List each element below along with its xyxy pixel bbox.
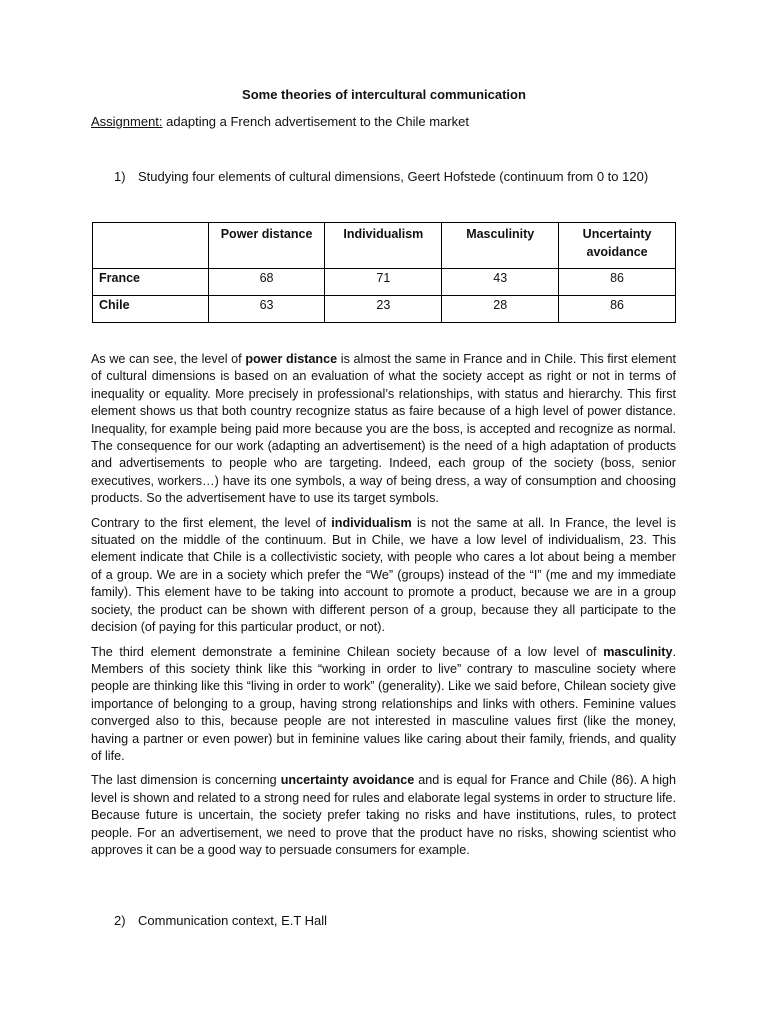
paragraph-keyword: masculinity bbox=[603, 644, 673, 659]
paragraph-uncertainty-avoidance bbox=[91, 772, 676, 859]
table-value-cell: 43 bbox=[442, 269, 559, 296]
paragraph-keyword: uncertainty avoidance bbox=[280, 773, 415, 788]
table-value-cell: 68 bbox=[208, 269, 325, 296]
table-row bbox=[93, 296, 676, 323]
paragraph-keyword: individualism bbox=[331, 515, 412, 530]
table-header-cell: Power distance bbox=[208, 223, 325, 269]
paragraph-power-distance bbox=[91, 351, 676, 508]
table-header-row bbox=[93, 223, 676, 269]
section-title: Communication context, E.T Hall bbox=[138, 913, 328, 928]
paragraph-text: . Members of this society think like this “working in order to live” contrary to masculine society where people are thinking like this “living in order to work” (generality). Like we said before, Chilean society give importance of belonging to a group, having strong relationships and links with others. Feminine values converged also to this, because people are not interested in masculine values first (like the money, having a partner or even power) but in feminine values like caring about their family, friends, and quality of life. bbox=[91, 644, 676, 763]
assignment-label: Assignment: bbox=[91, 114, 163, 129]
table-country-cell: France bbox=[93, 269, 209, 296]
body-text bbox=[91, 351, 676, 866]
table-country-cell: Chile bbox=[93, 296, 209, 323]
paragraph-text: is almost the same in France and in Chile. This first element of cultural dimensions is based on an evaluation of what the society accept as right or not in terms of inequality or equality. More precisely in professional’s relationships, with status and hierarchy. This first element shows us that both country recognize status as faire because of a high level of power distance. Inequality, for example being paid more because you are the boss, is accepted and recognize as normal. The consequence for our work (adapting an advertisement) is the need of a high adaptation of products and advertisements to people who are targeting. Indeed, each group of the society (boss, senior executives, workers…) have its one symbols, a way of being dress, a way of consumption and choosing products. So the advertisement have to use its target symbols. bbox=[91, 352, 676, 506]
paragraph-individualism bbox=[91, 515, 676, 637]
paragraph-text: Contrary to the first element, the level of bbox=[91, 515, 332, 530]
paragraph-text: is not the same at all. In France, the level is situated on the middle of the continuum. But in Chile, we have a low level of individualism, 23. This element indicate that Chile is a collectivistic society, with people who cares a lot about being a member of a group. We are in a society which prefer the “We” (groups) instead of the “I” (me and my immediate family). This element have to be taking into account to promote a product, because we are in a group society, the product can be shown with different person of a group, because they all participate to the decision (of paying for this particular product, or not). bbox=[91, 515, 676, 635]
paragraph-text: As we can see, the level of bbox=[91, 352, 246, 366]
table-value-cell: 71 bbox=[325, 269, 442, 296]
table-value-cell: 63 bbox=[208, 296, 325, 323]
paragraph-masculinity bbox=[91, 644, 676, 766]
assignment-line bbox=[91, 114, 469, 130]
table-header-cell: Masculinity bbox=[442, 223, 559, 269]
table-value-cell: 28 bbox=[442, 296, 559, 323]
paragraph-text: and is equal for France and Chile (86). A high level is shown and related to a strong need for rules and elaborate legal systems in order to structure life. Because future is uncertain, the society prefer taking no risks and have institutions, rules, to protect people. For an advertisement, we need to prove that the product have no risks, showing scientist who approves it can be a good way to persuade consumers for example. bbox=[91, 773, 677, 857]
table-value-cell: 86 bbox=[559, 296, 676, 323]
section-title: Studying four elements of cultural dimensions, Geert Hofstede (continuum from 0 to 120) bbox=[138, 169, 649, 184]
paragraph-text: The last dimension is concerning bbox=[91, 773, 281, 788]
table-row bbox=[93, 269, 676, 296]
table-header-cell: Individualism bbox=[325, 223, 442, 269]
table-value-cell: 23 bbox=[325, 296, 442, 323]
cultural-dimensions-table bbox=[92, 222, 676, 323]
assignment-text: adapting a French advertisement to the Chile market bbox=[162, 114, 469, 129]
section-number: 1) bbox=[114, 169, 126, 184]
paragraph-keyword: power distance bbox=[245, 352, 338, 366]
table-header-cell: Uncertainty avoidance bbox=[559, 223, 676, 269]
section-heading-2 bbox=[114, 913, 327, 929]
table-value-cell: 86 bbox=[559, 269, 676, 296]
paragraph-text: The third element demonstrate a feminine Chilean society because of a low level of bbox=[91, 644, 604, 659]
section-heading-1 bbox=[114, 169, 648, 185]
section-number: 2) bbox=[114, 913, 126, 928]
document-title: Some theories of intercultural communication bbox=[242, 87, 526, 102]
table-header-cell bbox=[93, 223, 209, 269]
